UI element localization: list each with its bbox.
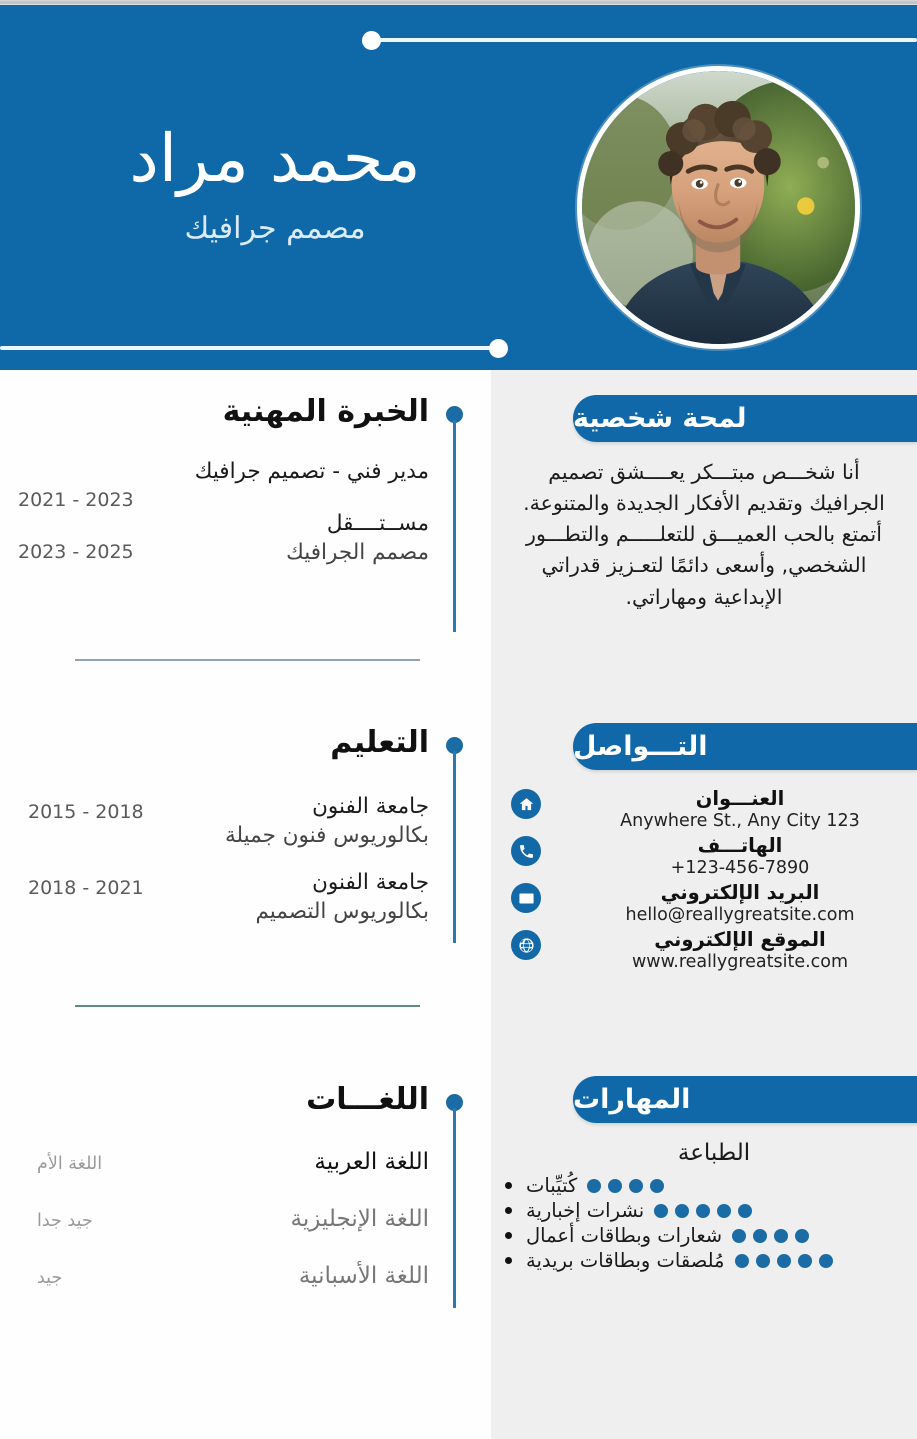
skill-row (505, 1199, 897, 1222)
skill-row (505, 1224, 897, 1247)
section-title-education: التعليم (330, 725, 429, 760)
name-block (60, 120, 490, 247)
experience-date: 2023 - 2025 (18, 541, 134, 563)
skill-bullet-icon (505, 1257, 512, 1264)
education-title: جامعة الفنون (312, 794, 429, 819)
header-bottom-line (0, 346, 498, 350)
avatar-photo (582, 71, 855, 344)
contact-label: العنـــوان (695, 787, 785, 810)
timeline-line-languages (453, 1108, 456, 1308)
experience-date: 2021 - 2023 (18, 489, 134, 511)
experience-entry (129, 457, 429, 486)
skill-row (505, 1174, 897, 1197)
rating-dot (608, 1179, 622, 1193)
rating-dot (735, 1254, 749, 1268)
timeline-line-education (453, 751, 456, 943)
skill-rating-dots (735, 1254, 843, 1268)
education-date: 2015 - 2018 (28, 801, 144, 823)
person-name: محمد مراد (129, 120, 421, 197)
sidebar-heading-contact-label: التـــواصل (573, 731, 708, 762)
contact-value[interactable]: www.reallygreatsite.com (631, 952, 849, 972)
sidebar-heading-profile-label: لمحة شخصية (573, 403, 747, 434)
contact-row-email[interactable] (511, 881, 897, 925)
main-column (0, 370, 491, 1439)
education-subtitle: بكالوريوس التصميم (255, 899, 429, 925)
rating-dot (774, 1229, 788, 1243)
skill-rating-dots (732, 1229, 819, 1243)
section-title-experience: الخبرة المهنية (222, 394, 429, 429)
contact-label: الموقع الإلكتروني (654, 928, 826, 951)
language-level: اللغة الأم (37, 1154, 103, 1174)
rating-dot (777, 1254, 791, 1268)
rating-dot (753, 1229, 767, 1243)
cv-header (0, 4, 917, 370)
rating-dot (756, 1254, 770, 1268)
experience-title: مســتــــقل (326, 511, 429, 536)
skill-name: نشرات إخبارية (526, 1199, 645, 1222)
sidebar-heading-profile (573, 395, 917, 442)
education-entry (129, 868, 429, 926)
education-subtitle: بكالوريوس فنون جميلة (225, 823, 429, 849)
section-title-languages: اللغـــات (306, 1082, 429, 1117)
language-name: اللغة الإنجليزية (290, 1206, 429, 1232)
skill-rating-dots (654, 1204, 762, 1218)
profile-text: أنا شخـــص مبتـــكر يعــــشق تصميم الجرافيك وتقديم الأفكار الجديدة والمتنوعة. أتمتع بالحب العميـــق للتعلـــــم والتطـــور الشخصي, وأسعى دائمًا لتعـزيز قدراتي الإبداعية ومهاراتي. (523, 460, 885, 609)
rating-dot (738, 1204, 752, 1218)
section-divider (75, 659, 420, 661)
phone-icon (511, 836, 541, 866)
contact-value: Anywhere St., Any City 123 (620, 811, 860, 831)
experience-subtitle: مصمم الجرافيك (286, 540, 429, 566)
skills-category: الطباعة (677, 1140, 751, 1166)
globe-icon (511, 930, 541, 960)
header-top-line (372, 38, 917, 42)
rating-dot (675, 1204, 689, 1218)
rating-dot (732, 1229, 746, 1243)
language-name: اللغة الأسبانية (298, 1263, 429, 1289)
sidebar-column (491, 370, 917, 1439)
language-level: جيد جدا (37, 1211, 93, 1231)
contact-value[interactable]: hello@reallygreatsite.com (625, 905, 855, 925)
rating-dot (650, 1179, 664, 1193)
rating-dot (654, 1204, 668, 1218)
skill-rating-dots (587, 1179, 674, 1193)
email-icon (511, 883, 541, 913)
skill-name: مُلصقات وبطاقات بريدية (526, 1249, 725, 1272)
contact-value[interactable]: +123-456-7890 (670, 858, 810, 878)
experience-entry (129, 509, 429, 567)
skills-list (505, 1140, 897, 1274)
experience-title: مدير فني - تصميم جرافيك (194, 459, 429, 484)
skill-name: شعارات وبطاقات أعمال (526, 1224, 723, 1247)
timeline-line-experience (453, 420, 456, 632)
contact-row-website[interactable] (511, 928, 897, 972)
language-row (37, 1149, 429, 1175)
skill-bullet-icon (505, 1232, 512, 1239)
sidebar-heading-skills-label: المهارات (573, 1084, 691, 1115)
rating-dot (629, 1179, 643, 1193)
sidebar-heading-skills (573, 1076, 917, 1123)
rating-dot (587, 1179, 601, 1193)
language-row (37, 1206, 429, 1232)
language-level: جيد (37, 1268, 63, 1288)
education-title: جامعة الفنون (312, 870, 429, 895)
skill-name: كُتيِّبات (526, 1174, 578, 1197)
header-top-dot (362, 31, 381, 50)
rating-dot (696, 1204, 710, 1218)
avatar (577, 66, 860, 349)
section-divider (75, 1005, 420, 1007)
skill-bullet-icon (505, 1182, 512, 1189)
rating-dot (717, 1204, 731, 1218)
home-icon (511, 789, 541, 819)
contact-label: الهاتـــف (697, 834, 783, 857)
contact-row-phone[interactable] (511, 834, 897, 878)
education-entry (129, 792, 429, 850)
top-strip (0, 0, 917, 5)
person-job-title: مصمم جرافيك (184, 211, 366, 247)
sidebar-heading-contact (573, 723, 917, 770)
contact-label: البريد الإلكتروني (660, 881, 820, 904)
contact-list (511, 787, 897, 975)
rating-dot (795, 1229, 809, 1243)
header-bottom-dot (489, 339, 508, 358)
language-name: اللغة العربية (314, 1149, 429, 1175)
contact-row-address (511, 787, 897, 831)
skill-row (505, 1249, 897, 1272)
rating-dot (798, 1254, 812, 1268)
rating-dot (819, 1254, 833, 1268)
skill-bullet-icon (505, 1207, 512, 1214)
language-row (37, 1263, 429, 1289)
education-date: 2018 - 2021 (28, 877, 144, 899)
